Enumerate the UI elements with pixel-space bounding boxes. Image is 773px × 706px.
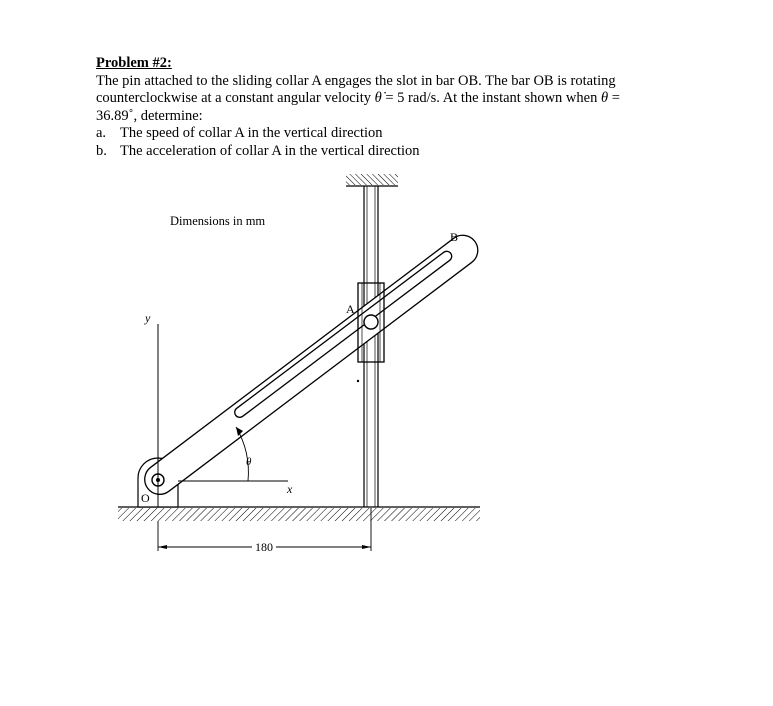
dimensions-note: Dimensions in mm (170, 214, 266, 228)
dimension-value: 180 (255, 540, 273, 554)
part-b-marker: b. (96, 142, 107, 159)
ground (118, 507, 480, 521)
label-a: A (346, 302, 355, 316)
vertical-guide-rod (364, 186, 378, 507)
reference-dot (357, 380, 359, 382)
label-y: y (145, 311, 151, 325)
label-b: B (450, 230, 459, 244)
equals-sign: = (611, 90, 620, 106)
intro-text: The pin attached to the sliding collar A engages the slot in bar OB. The bar OB is rotating counterclockwise at a constant angular velocity (96, 72, 616, 106)
theta-dot-symbol: θ̇ (374, 90, 382, 106)
slotted-bar-ob (145, 235, 478, 494)
part-a-text: The speed of collar A in the vertical direction (120, 125, 383, 141)
label-x: x (287, 482, 293, 496)
pin-a (364, 315, 378, 329)
problem-title: Problem #2: (96, 55, 172, 71)
ceiling-support (346, 174, 398, 186)
part-b-text: The acceleration of collar A in the vertical direction (120, 142, 420, 159)
theta-symbol: θ (600, 90, 609, 106)
angle-value: 36.89˚, determine: (96, 107, 203, 124)
label-theta: θ (246, 456, 252, 468)
part-a-marker: a. (96, 125, 107, 141)
label-o: O (141, 491, 150, 505)
angular-velocity-text: = 5 rad/s. At the instant shown when (385, 90, 598, 106)
